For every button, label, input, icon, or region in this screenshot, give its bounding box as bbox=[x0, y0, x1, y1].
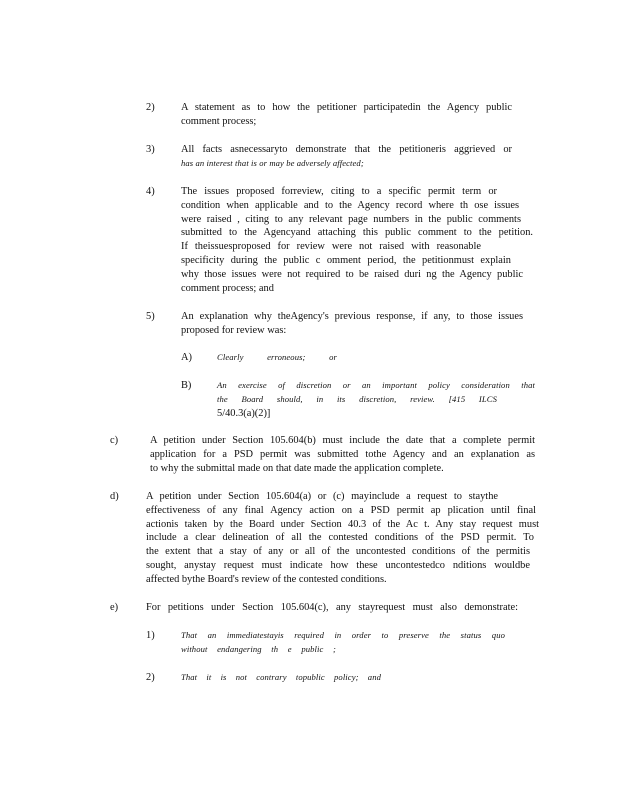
item-label: 1) bbox=[146, 630, 155, 641]
item-text bbox=[217, 351, 337, 365]
text-line: the extent that a stay of any or all of the uncontested conditions of the permitis bbox=[146, 546, 530, 558]
item-text bbox=[181, 671, 381, 685]
item-label: 5) bbox=[146, 311, 155, 322]
text-line: sought, anystay request must indicate how these uncontestedco nditions wouldbe bbox=[146, 559, 530, 571]
text-line: application for a PSD permit was submitted tothe Agency and an explanation as bbox=[150, 448, 535, 460]
text-line: condition when applicable and to the Agency record where th ose issues bbox=[181, 199, 519, 211]
text-line: actionis taken by the Board under Section 40.3 of the Ac t. Any stay request must bbox=[146, 518, 539, 530]
text-line: Clearly erroneous; or bbox=[217, 352, 337, 362]
text-line: specificity during the public c omment period, the petitionmust explain bbox=[181, 254, 511, 266]
text-line: proposed for review was: bbox=[181, 324, 287, 336]
text-line: comment process; and bbox=[181, 282, 274, 294]
text-line: include a clear delineation of all the contested conditions of the PSD permit. To bbox=[146, 532, 534, 544]
text-line: A petition under Section 105.604(b) must include the date that a complete permit bbox=[150, 435, 535, 446]
text-line: were raised , citing to any relevant page numbers in the public comments bbox=[181, 213, 521, 225]
item-text bbox=[181, 101, 512, 129]
item-text bbox=[181, 310, 523, 338]
text-line: All facts asnecessaryto demonstrate that the petitioneris aggrieved or bbox=[181, 144, 512, 155]
text-line: submitted to the Agencyand attaching this public comment to the petition. bbox=[181, 227, 533, 239]
item-text bbox=[146, 601, 518, 615]
item-text bbox=[146, 490, 539, 587]
text-line: 5/40.3(a)(2)] bbox=[217, 407, 271, 419]
text-line: effectiveness of any final Agency action on a PSD permit ap plication until final bbox=[146, 504, 536, 516]
item-label: 2) bbox=[146, 102, 155, 113]
item-text bbox=[181, 185, 533, 295]
item-text bbox=[181, 629, 505, 657]
text-line: For petitions under Section 105.604(c), any stayrequest must also demonstrate: bbox=[146, 602, 518, 613]
item-label: B) bbox=[181, 380, 192, 391]
text-line: A petition under Section 105.604(a) or (c) mayinclude a request to staythe bbox=[146, 491, 498, 502]
item-label: c) bbox=[110, 435, 119, 446]
text-line: has an interest that is or may be adversely affected; bbox=[181, 157, 364, 168]
item-text bbox=[150, 434, 535, 475]
text-line: That it is not contrary topublic policy; and bbox=[181, 672, 381, 682]
item-label: 4) bbox=[146, 186, 155, 197]
text-line: affected bythe Board's review of the contested conditions. bbox=[146, 573, 387, 585]
text-line: why those issues were not required to be raised duri ng the Agency public bbox=[181, 268, 523, 280]
text-line: to why the submittal made on that date made the application complete. bbox=[150, 462, 444, 474]
text-line: An exercise of discretion or an important policy consideration that bbox=[217, 380, 535, 390]
text-line: An explanation why theAgency's previous response, if any, to those issues bbox=[181, 311, 523, 322]
item-text bbox=[181, 143, 512, 171]
item-label: A) bbox=[181, 352, 192, 363]
text-line: the Board should, in its discretion, review. [415 ILCS bbox=[217, 393, 497, 404]
item-label: 2) bbox=[146, 672, 155, 683]
item-label: d) bbox=[110, 491, 119, 502]
item-label: e) bbox=[110, 602, 119, 613]
item-text bbox=[217, 379, 535, 420]
text-line: comment process; bbox=[181, 115, 257, 127]
text-line: without endangering th e public ; bbox=[181, 643, 336, 654]
text-line: The issues proposed forreview, citing to a specific permit term or bbox=[181, 186, 497, 197]
item-label: 3) bbox=[146, 144, 155, 155]
text-line: A statement as to how the petitioner participatedin the Agency public bbox=[181, 102, 512, 113]
text-line: If theissuesproposed for review were not raised with reasonable bbox=[181, 241, 481, 253]
text-line: That an immediatestayis required in order to preserve the status quo bbox=[181, 630, 505, 640]
